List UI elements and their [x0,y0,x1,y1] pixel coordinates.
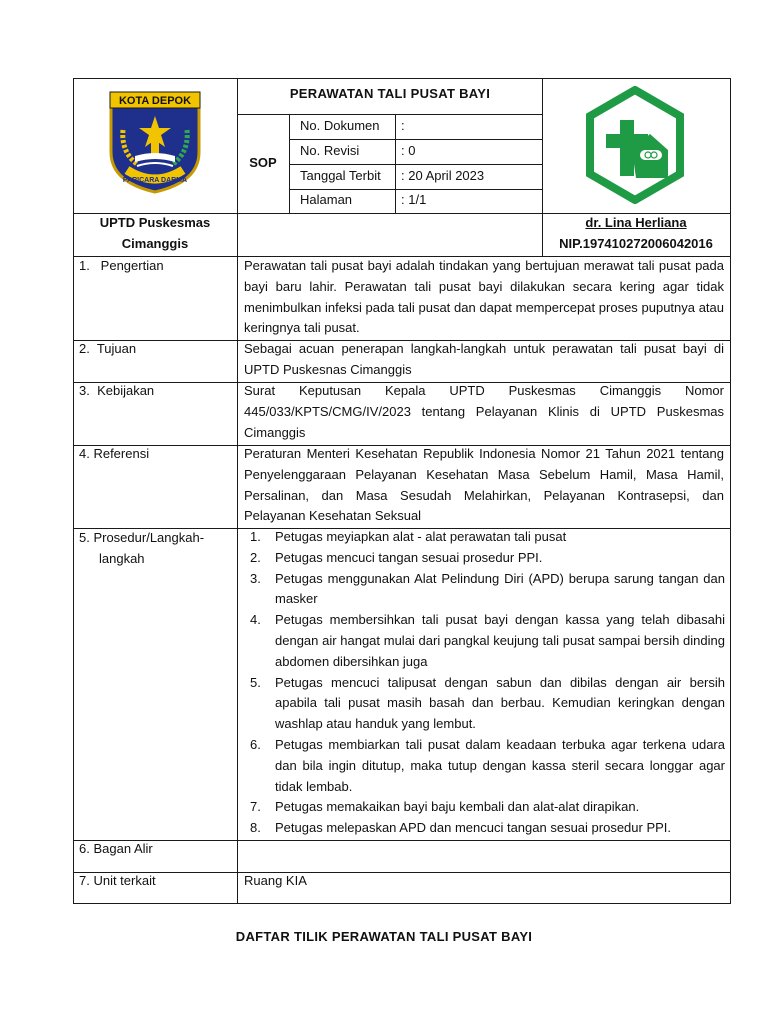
logo-motto-text: PARICARA DARMA [122,177,188,184]
procedure-step [243,610,725,672]
section-label-tujuan: 2. Tujuan [79,341,137,356]
meta-label-no-revisi: No. Revisi [300,143,360,158]
meta-value-no-dokumen: : [401,118,405,133]
step-text: Petugas meyiapkan alat - alat perawatan tali pusat [275,529,567,544]
border-line [237,114,542,115]
section-label-pengertian: 1. Pengertian [79,258,164,273]
section-label-unit-terkait: 7. Unit terkait [79,873,156,888]
section-text-referensi: Peraturan Menteri Kesehatan Republik Indonesia Nomor 21 Tahun 2021 tentang Penyelenggaraan Pelayanan Kesehatan Masa Sebelum Hamil, Masa Hamil, Persalinan, dan Masa Sesudah Melahirkan, Pelayanan Kontrasepsi, dan Pelayanan Kesehatan Seksual [244,446,724,524]
step-number: 6. [250,736,261,752]
section-label-bagan-alir: 6. Bagan Alir [79,841,153,856]
document-title: PERAWATAN TALI PUSAT BAYI [289,86,491,101]
step-number: 8. [250,820,261,836]
procedure-step [243,527,725,548]
section-label-referensi: 4. Referensi [79,446,150,461]
section-label-kebijakan: 3. Kebijakan [79,383,155,398]
section-label-prosedur-line2: langkah [99,551,145,566]
meta-value-halaman: : 1/1 [401,192,427,207]
meta-label-no-dokumen: No. Dokumen [300,118,380,133]
border-line [237,78,238,904]
procedure-step [243,818,725,839]
step-number: 5. [250,674,261,690]
meta-label-tanggal-terbit: Tanggal Terbit [300,168,381,183]
org-name-line1: UPTD Puskesmas [99,215,211,230]
sop-label: SOP [249,155,277,170]
signer-nip: NIP.197410272006042016 [559,236,713,251]
step-text: Petugas membersihkan tali pusat bayi dengan kassa yang telah dibasahi dengan air hangat mulai dari pangkal keujung tali pusat sampai bersih dinding abdomen dibersihkan juga [275,612,725,669]
step-text: Petugas mencuci talipusat dengan sabun dan dibilas dengan air bersih apabila tali pusat masih basah dan berbau. Kemudian keringkan dengan washlap atau handuk yang lembut. [275,674,725,732]
border-line [73,872,731,873]
border-line [730,78,731,904]
meta-value-no-revisi: : 0 [401,143,416,158]
border-line [73,840,731,841]
logo-banner-text: KOTA DEPOK [118,95,192,107]
section-text-kebijakan: Surat Keputusan Kepala UPTD Puskesmas Cimanggis Nomor 445/033/KPTS/CMG/IV/2023 tentang Pelayanan Klinis di UPTD Puskesmas Cimanggis [244,383,724,440]
procedure-steps-list [243,527,725,839]
step-text: Petugas menggunakan Alat Pelindung Diri (APD) berupa sarung tangan dan masker [275,570,725,607]
border-line [73,78,731,79]
section-text-unit-terkait: Ruang KIA [244,873,307,888]
procedure-step [243,735,725,797]
checklist-title: DAFTAR TILIK PERAWATAN TALI PUSAT BAYI [235,929,533,944]
step-text: Petugas membiarkan tali pusat dalam keadaan terbuka agar terkena udara dan bila ingin ditutup, maka tutup dengan kassa steril secara longgar agar tidak lembab. [275,736,725,794]
procedure-step [243,673,725,735]
procedure-step [243,569,725,611]
kota-depok-logo [107,90,203,194]
section-text-tujuan: Sebagai acuan penerapan langkah-langkah untuk perawatan tali pusat bayi di UPTD Puskesnas Cimanggis [244,341,724,377]
puskesmas-logo [584,86,686,204]
sop-document-table [73,78,731,904]
border-line [73,78,74,904]
section-label-prosedur-line1: 5. Prosedur/Langkah- [79,530,205,545]
step-text: Petugas memakaikan bayi baju kembali dan alat-alat dirapikan. [275,799,640,815]
org-name-line2: Cimanggis [121,236,189,251]
meta-value-tanggal-terbit: : 20 April 2023 [401,168,485,183]
meta-label-halaman: Halaman [300,192,353,207]
step-number: 4. [250,612,261,628]
step-number: 2. [250,549,261,565]
step-text: Petugas mencuci tangan sesuai prosedur PPI. [275,549,543,565]
procedure-step [243,797,725,818]
step-text: Petugas melepaskan APD dan mencuci tangan sesuai prosedur PPI. [275,820,672,836]
procedure-step [243,548,725,569]
step-number: 3. [250,570,261,586]
border-line [289,114,290,213]
border-line [395,114,396,213]
step-number: 1. [250,529,261,544]
signer-name: dr. Lina Herliana [585,215,687,230]
step-number: 7. [250,799,261,815]
section-text-pengertian: Perawatan tali pusat bayi adalah tindakan yang bertujuan merawat tali pusat pada bayi baru lahir. Perawatan tali pusat bayi dilakukan secara kering agar tidak menimbulkan infeksi pada tali pusat dan dapat mempercepat proses puputnya atau keringnya tali pusat. [244,258,724,336]
border-line [73,903,731,904]
